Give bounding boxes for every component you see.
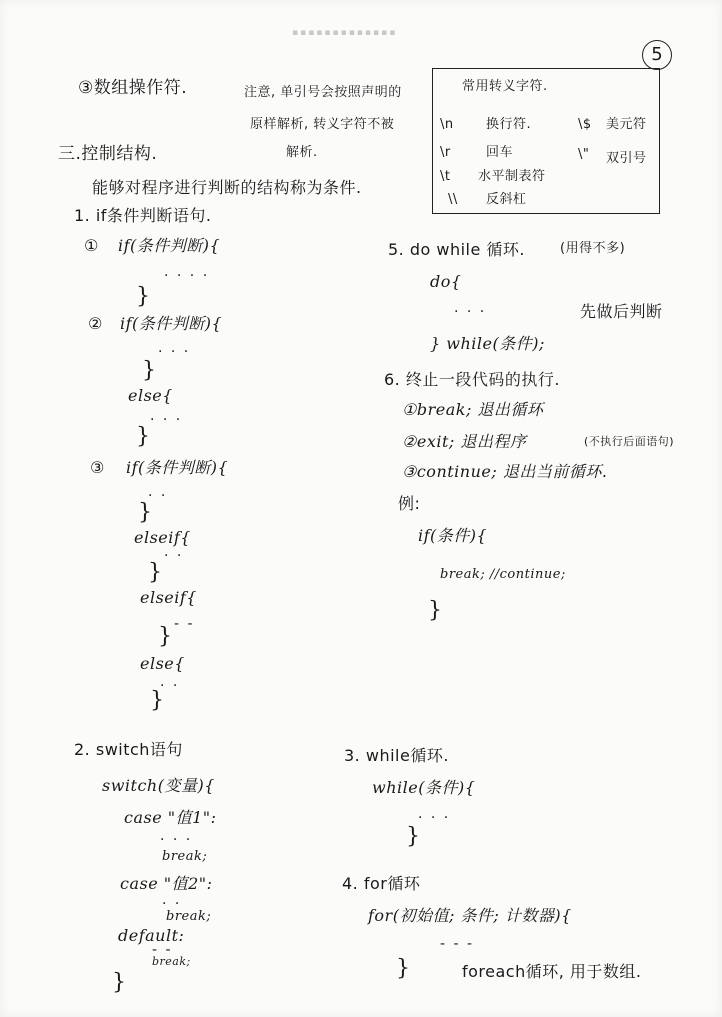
switch-case-2-dots: · · [162, 896, 182, 912]
escape-desc-dollar: 美元符 [606, 117, 647, 132]
continue-item: ③continue; 退出当前循环. [402, 462, 608, 481]
do-dots: · · · [454, 304, 487, 320]
if3-label: ③ [90, 458, 105, 477]
switch-default-dots: - - [152, 942, 173, 958]
switch-default: default: [118, 926, 185, 945]
control-structure-heading: 三.控制结构. [58, 144, 158, 164]
elseif-2-close: } [158, 624, 172, 649]
if3-dots: · · [148, 488, 168, 504]
escape-code-dollar: \$ [578, 117, 592, 132]
escape-desc-r: 回车 [486, 145, 514, 160]
escape-code-n: \n [440, 117, 454, 132]
while-title: 3. while循环. [344, 746, 449, 765]
do-side-note: 先做后判断 [580, 302, 663, 321]
escape-code-quote: \" [578, 147, 590, 162]
escape-code-r: \r [440, 145, 451, 160]
for-close: } [396, 956, 410, 981]
example-close: } [428, 598, 442, 623]
switch-case-1: case "值1": [124, 808, 217, 827]
while-dots: · · · [418, 810, 451, 826]
if2-else-close: } [136, 424, 150, 449]
elseif-1: elseif{ [134, 528, 191, 547]
control-structure-desc: 能够对程序进行判断的结构称为条件. [92, 178, 362, 197]
example-label: 例: [398, 494, 421, 513]
escape-desc-quote: 双引号 [606, 151, 647, 166]
elseif-1-close: } [148, 560, 162, 585]
note-line-2: 原样解析, 转义字符不被 [250, 117, 395, 132]
do-while-close: } while(条件); [430, 334, 545, 353]
array-operator-heading: ③数组操作符. [78, 78, 188, 98]
for-dots: - - - [440, 936, 475, 952]
if3-else: else{ [140, 654, 185, 673]
if-section-title: 1. if条件判断语句. [74, 206, 212, 225]
if3-code: if(条件判断){ [126, 458, 229, 477]
escape-desc-n: 换行符. [486, 117, 532, 132]
elseif-1-dots: · · [164, 548, 184, 564]
if2-close: } [142, 358, 156, 383]
exit-note: (不执行后面语句) [584, 435, 675, 448]
switch-break-3: break; [152, 955, 191, 968]
escape-desc-backslash: 反斜杠 [486, 192, 527, 207]
switch-close: } [112, 970, 126, 995]
break-item: ①break; 退出循环 [402, 400, 544, 419]
switch-break-1: break; [162, 849, 208, 864]
if1-dots: · · · · [164, 268, 210, 284]
do-code: do{ [430, 272, 462, 291]
while-close: } [406, 824, 420, 849]
dowhile-note: (用得不多) [560, 241, 626, 256]
escape-desc-t: 水平制表符 [478, 169, 546, 184]
if2-label: ② [88, 314, 103, 333]
example-break: break; //continue; [440, 567, 566, 582]
if3-else-close: } [150, 688, 164, 713]
terminate-title: 6. 终止一段代码的执行. [384, 370, 560, 389]
top-mark: ▪▪▪▪▪▪▪▪▪▪▪▪▪ [292, 28, 398, 38]
if2-dots: · · · [158, 344, 191, 360]
foreach-note: foreach循环, 用于数组. [462, 962, 642, 981]
exit-item: ②exit; 退出程序 [402, 432, 527, 451]
if1-label: ① [84, 236, 99, 255]
while-code: while(条件){ [372, 778, 476, 797]
for-title: 4. for循环 [342, 874, 421, 893]
escape-code-backslash: \\ [448, 192, 458, 207]
switch-break-2: break; [166, 909, 212, 924]
escape-code-t: \t [440, 169, 451, 184]
switch-title: 2. switch语句 [74, 740, 183, 759]
switch-case-1-dots: · · · [160, 832, 193, 848]
if1-close: } [136, 284, 150, 309]
for-code: for(初始值; 条件; 计数器){ [368, 906, 572, 925]
if3-close: } [138, 500, 152, 525]
if1-code: if(条件判断){ [118, 236, 221, 255]
if2-code: if(条件判断){ [120, 314, 223, 333]
if3-else-dots: · · [160, 678, 180, 694]
page-number: 5 [642, 40, 672, 70]
note-line-3: 解析. [286, 145, 318, 160]
elseif-2-dots: - - [174, 616, 195, 632]
elseif-2: elseif{ [140, 588, 197, 607]
example-if: if(条件){ [418, 526, 488, 545]
dowhile-title: 5. do while 循环. [388, 240, 526, 259]
if2-else-dots: · · · [150, 412, 183, 428]
switch-case-2: case "值2": [120, 874, 213, 893]
note-line-1: 注意, 单引号会按照声明的 [244, 85, 402, 100]
if2-else: else{ [128, 386, 173, 405]
escape-box-title: 常用转义字符. [462, 79, 548, 94]
switch-code: switch(变量){ [102, 776, 215, 795]
